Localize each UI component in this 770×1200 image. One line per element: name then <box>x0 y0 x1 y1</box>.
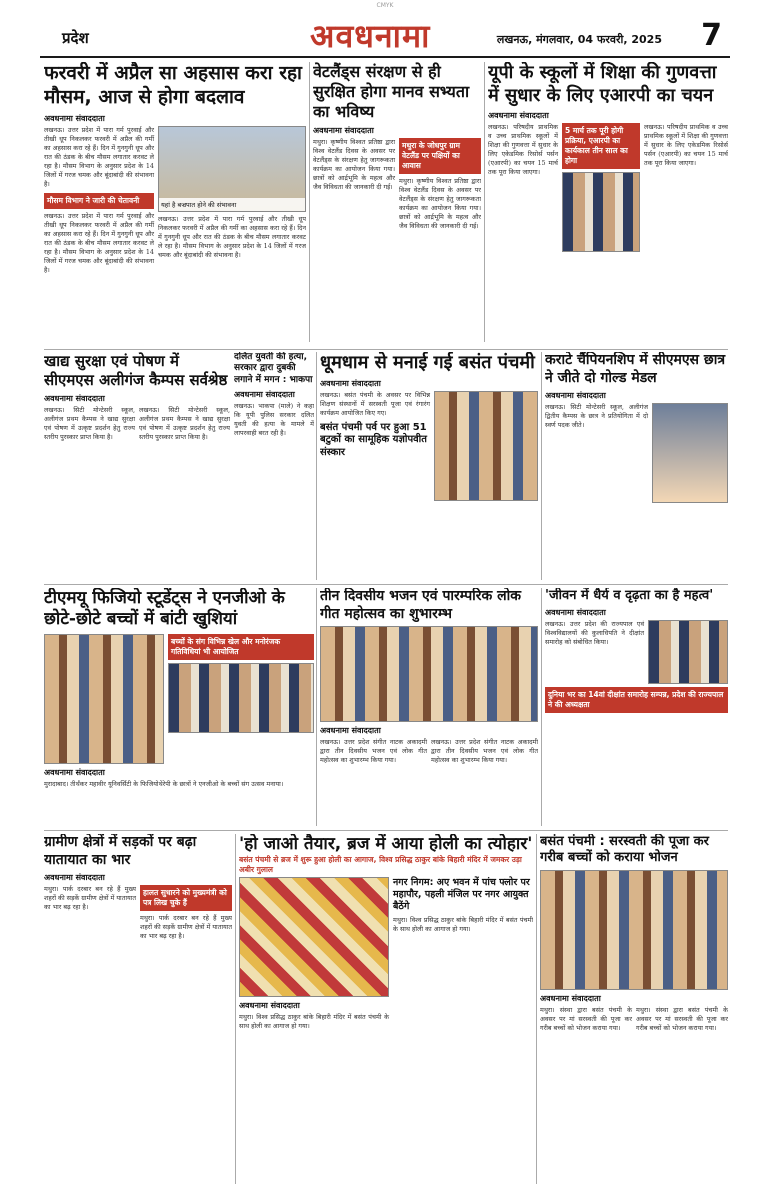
holi-celebration-photo <box>239 877 389 997</box>
byline: अवधनामा संवाददाता <box>44 113 105 123</box>
story-karate <box>545 352 728 582</box>
story-basant-panchami <box>320 352 538 582</box>
festival-photo <box>320 626 538 722</box>
page-number: 7 <box>701 18 722 53</box>
headline: कराटे चैंपियनशिप में सीएमएस छात्र ने जीते दो गोल्ड मेडल <box>545 352 726 386</box>
headline: वेटलैंड्स संरक्षण से ही सुरक्षित होगा मानव सभ्यता का भविष्य <box>313 62 470 121</box>
sub-headline: बसंत पंचमी से ब्रज में शुरू हुआ होली का आगाज, विश्व प्रसिद्ध ठाकुर बांके बिहारी मंदिर में जमकर उड़ा अबीर गुलाल <box>239 855 522 874</box>
column-rule <box>316 588 317 826</box>
convocation-photo <box>648 620 728 684</box>
story-body-col2: लखनऊ। उत्तर प्रदेश में पारा गर्म पुरवाई और तीखी धूप निकलकर फरवरी में अप्रैल की गर्मी का अहसास करा रहे हैं। दिन में गुनगुनी धूप और रात की ठंडक के बीच मौसम लगातार करवट ले रहा है। मौसम विभाग के अनुसार प्रदेश के 14 जिलों में गरज चमक और बूंदाबांदी की संभावना है। <box>158 214 306 259</box>
students-photo <box>562 172 640 252</box>
story-saraswati-puja <box>540 834 728 1184</box>
photo-caption: यहां है बज्रपात होने की संभावना <box>159 198 305 211</box>
column-rule <box>541 588 542 826</box>
story-body-col2: मथुरा। पार्क दरबार बन रहे हैं मुख्य शहरों की सड़कें ग्रामीण क्षेत्रों में यातायात का भार बढ़ रहा है। <box>140 914 232 940</box>
story-dalit-murder <box>234 352 314 582</box>
column-rule <box>316 352 317 580</box>
story-body: मथुरा। विश्व प्रसिद्ध ठाकुर बांके बिहारी मंदिर में बसंत पंचमी के साथ होली का आगाज हो गया। <box>239 1013 389 1030</box>
activity-photo <box>168 663 314 733</box>
callout-box: बच्चों के संग विभिन्न खेल और मनोरंजक गतिविधियां भी आयोजित <box>168 634 314 660</box>
ceremony-photo <box>434 391 538 501</box>
byline: अवधनामा संवाददाता <box>540 993 601 1003</box>
story-cms-food-safety <box>44 352 230 582</box>
newspaper-logo: अवधनामा <box>310 17 431 55</box>
headline: 'हो जाओ तैयार, ब्रज में आया होली का त्योहार' <box>239 834 533 854</box>
weather-photo <box>158 126 306 212</box>
story-body: लखनऊ। भाकपा (माले) ने कहा कि यूपी पुलिस सरकार दलित युवती की हत्या के मामले में लापरवाही बरत रही है। <box>234 401 314 437</box>
story-body-col2: लखनऊ। सिटी मोन्टेसरी स्कूल, अलीगंज प्रथम कैम्पस ने खाद्य सुरक्षा एवं पोषण में उत्कृष्ट प्रदर्शन हेतु राज्य स्तरीय पुरस्कार प्राप्त किया है। <box>139 405 230 441</box>
story-body-col2: मथुरा। संस्था द्वारा बसंत पंचमी के अवसर पर मां सरस्वती की पूजा कर गरीब बच्चों को भोजन कराया गया। <box>636 1005 728 1032</box>
headline: ग्रामीण क्षेत्रों में सड़कों पर बढ़ा यातायात का भार <box>44 834 197 868</box>
print-registration-strip: CMYK <box>376 2 394 9</box>
side-headline: नगर निगम: अए भवन में पांच फ्लोर पर महापौर, पहली मंजिल पर नगर आयुक्त बैठेंगे <box>393 877 530 912</box>
story-convocation <box>545 588 728 828</box>
headline: यूपी के स्कूलों में शिक्षा की गुणवत्ता में सुधार के लिए एआरपी का चयन <box>488 62 717 106</box>
headline: टीएमयू फिजियो स्टूडेंट्स ने एनजीओ के छोटे-छोटे बच्चों में बांटी खुशियां <box>44 588 285 630</box>
story-body: लखनऊ। सिटी मोन्टेसरी स्कूल, अलीगंज द्वितीय कैम्पस के छात्र ने प्रतियोगिता में दो स्वर्ण पदक जीते। <box>545 403 648 429</box>
column-rule <box>235 834 236 1184</box>
story-body: लखनऊ। सिटी मोन्टेसरी स्कूल, अलीगंज प्रथम कैम्पस ने खाद्य सुरक्षा एवं पोषण में उत्कृष्ट प्रदर्शन हेतु राज्य स्तरीय पुरस्कार प्राप्त किया है। <box>44 405 135 441</box>
story-wetlands <box>313 62 481 347</box>
callout-box: मथुरा के जोधपुर ग्राम वेटलैंड पर पक्षियों का आवास <box>399 138 481 174</box>
headline: फरवरी में अप्रैल सा अहसास करा रहा मौसम, आज से होगा बदलाव <box>44 62 302 108</box>
row-rule <box>44 830 728 831</box>
story-up-schools <box>488 62 728 347</box>
byline: अवधनामा संवाददाता <box>234 389 295 399</box>
headline: बसंत पंचमी : सरस्वती की पूजा कर गरीब बच्चों को कराया भोजन <box>540 834 709 866</box>
headline: खाद्य सुरक्षा एवं पोषण में सीएमएस अलीगंज कैम्पस सर्वश्रेष्ठ <box>44 352 228 389</box>
story-weather <box>44 62 306 347</box>
sub-headline: बसंत पंचमी पर्व पर हुआ 51 बटुकों का सामूहिक यज्ञोपवीत संस्कार <box>320 421 427 458</box>
row-rule <box>44 349 728 350</box>
story-body-col2: मथुरा। कृष्णीय विश्वत प्रतिष्ठा द्वारा विश्व वेटलैंड दिवस के अवसर पर वेटलैंड्स के संरक्षण हेतु जागरूकता कार्यक्रम का आयोजन किया गया। छात्रों को आर्द्रभूमि के महत्व और जैव विविधता की जानकारी दी गई। <box>399 177 481 230</box>
issue-date: लखनऊ, मंगलवार, 04 फरवरी, 2025 <box>496 33 662 46</box>
byline: अवधनामा संवाददाता <box>313 126 374 135</box>
byline: अवधनामा संवाददाता <box>44 873 105 882</box>
story-body: मुरादाबाद। तीर्थंकर महावीर यूनिवर्सिटी के फिजियोथेरेपी के छात्रों ने एनजीओ के बच्चों संग उत्सव मनाया। <box>44 779 284 788</box>
story-body: मथुरा। पार्क दरबार बन रहे हैं मुख्य शहरों की सड़कें ग्रामीण क्षेत्रों में यातायात का भार बढ़ रहा है। <box>44 885 137 911</box>
story-body: लखनऊ। उत्तर प्रदेश में पारा गर्म पुरवाई और तीखी धूप निकलकर फरवरी में अप्रैल की गर्मी का अहसास करा रहे हैं। दिन में गुनगुनी धूप और रात की ठंडक के बीच मौसम लगातार करवट ले रहा है। मौसम विभाग के अनुसार प्रदेश के 14 जिलों में गरज चमक और बूंदाबांदी की संभावना है। <box>44 125 154 188</box>
headline: धूमधाम से मनाई गई बसंत पंचमी <box>320 352 535 373</box>
story-body-cont: लखनऊ। उत्तर प्रदेश में पारा गर्म पुरवाई और तीखी धूप निकलकर फरवरी में अप्रैल की गर्मी का अहसास करा रहे हैं। दिन में गुनगुनी धूप और रात की ठंडक के बीच मौसम लगातार करवट ले रहा है। मौसम विभाग के अनुसार प्रदेश के 14 जिलों में गरज चमक और बूंदाबांदी की संभावना है। <box>44 211 154 274</box>
byline: अवधनामा संवाददाता <box>545 391 606 400</box>
headline: 'जीवन में धैर्य व दृढ़ता का है महत्व' <box>545 588 714 603</box>
masthead <box>40 12 730 58</box>
byline: अवधनामा संवाददाता <box>488 111 549 120</box>
callout-box: मौसम विभाग ने जारी की चेतावनी <box>44 193 154 209</box>
story-tmu-physio <box>44 588 314 828</box>
byline: अवधनामा संवाददाता <box>320 726 381 735</box>
story-body: मथुरा। कृष्णीय विश्वत प्रतिष्ठा द्वारा विश्व वेटलैंड दिवस के अवसर पर वेटलैंड्स के संरक्षण हेतु जागरूकता कार्यक्रम का आयोजन किया गया। छात्रों को आर्द्रभूमि के महत्व और जैव विविधता की जानकारी दी गई। <box>313 138 395 191</box>
story-rural-roads <box>44 834 232 1184</box>
section-title: प्रदेश <box>62 29 89 47</box>
callout-box: हालत सुधारने को मुख्यमंत्री को पत्र लिख चुके हैं <box>140 885 232 911</box>
story-body: मथुरा। संस्था द्वारा बसंत पंचमी के अवसर पर मां सरस्वती की पूजा कर गरीब बच्चों को भोजन कराया गया। <box>540 1005 632 1032</box>
byline: अवधनामा संवाददाता <box>239 1001 300 1010</box>
byline: अवधनामा संवाददाता <box>545 608 606 618</box>
byline: अवधनामा संवाददाता <box>44 393 105 403</box>
byline: अवधनामा संवाददाता <box>44 767 105 777</box>
column-rule <box>541 352 542 580</box>
ngo-children-photo <box>44 634 164 764</box>
story-body-col3: लखनऊ। परिषदीय प्राथमिक व उच्च प्राथमिक स्कूलों में शिक्षा की गुणवत्ता में सुधार के लिए एकेडमिक रिसोर्स पर्सन (एआरपी) का चयन 15 मार्च तक पूरा किया जाएगा। <box>644 123 728 167</box>
row-rule <box>44 584 728 585</box>
story-body-col2: लखनऊ। उत्तर प्रदेश संगीत नाटक अकादमी द्वारा तीन दिवसीय भजन एवं लोक गीत महोत्सव का शुभारम्भ किया गया। <box>431 738 538 764</box>
callout-box: 5 मार्च तक पूरी होगी प्रक्रिया, एआरपी का कार्यकाल तीन साल का होगा <box>562 123 640 169</box>
story-body: लखनऊ। उत्तर प्रदेश की राज्यपाल एवं विश्वविद्यालयों की कुलाधिपति ने दीक्षांत समारोह को संबोधित किया। <box>545 620 644 647</box>
headline: दलित युवती की हत्या, सरकार द्वारा दुबकी लगाने में मगन : भाकपा <box>234 352 313 385</box>
story-body: लखनऊ। परिषदीय प्राथमिक व उच्च प्राथमिक स्कूलों में शिक्षा की गुणवत्ता में सुधार के लिए एकेडमिक रिसोर्स पर्सन (एआरपी) का चयन 15 मार्च तक पूरा किया जाएगा। <box>488 123 558 176</box>
column-rule <box>309 62 310 342</box>
column-rule <box>536 834 537 1184</box>
story-bhajan-festival <box>320 588 538 828</box>
puja-photo <box>540 870 728 990</box>
callout-box: दुनिया भर का 14वां दीक्षांत समारोह सम्पन्न, प्रदेश की राज्यपाल ने की अध्यक्षता <box>545 687 728 713</box>
headline: तीन दिवसीय भजन एवं पारम्परिक लोक गीत महोत्सव का शुभारम्भ <box>320 588 522 622</box>
story-holi-braj <box>239 834 533 1184</box>
story-body: लखनऊ। उत्तर प्रदेश संगीत नाटक अकादमी द्वारा तीन दिवसीय भजन एवं लोक गीत महोत्सव का शुभारम्भ किया गया। <box>320 738 427 764</box>
medalist-photo <box>652 403 728 503</box>
byline: अवधनामा संवाददाता <box>320 378 381 388</box>
story-body: लखनऊ। बसंत पंचमी के अवसर पर विभिन्न शिक्षण संस्थानों में सरस्वती पूजा एवं रंगारंग कार्यक्रम आयोजित किए गए। <box>320 390 430 417</box>
side-story-body: मथुरा। विश्व प्रसिद्ध ठाकुर बांके बिहारी मंदिर में बसंत पंचमी के साथ होली का आगाज हो गया। <box>393 915 533 933</box>
column-rule <box>484 62 485 342</box>
